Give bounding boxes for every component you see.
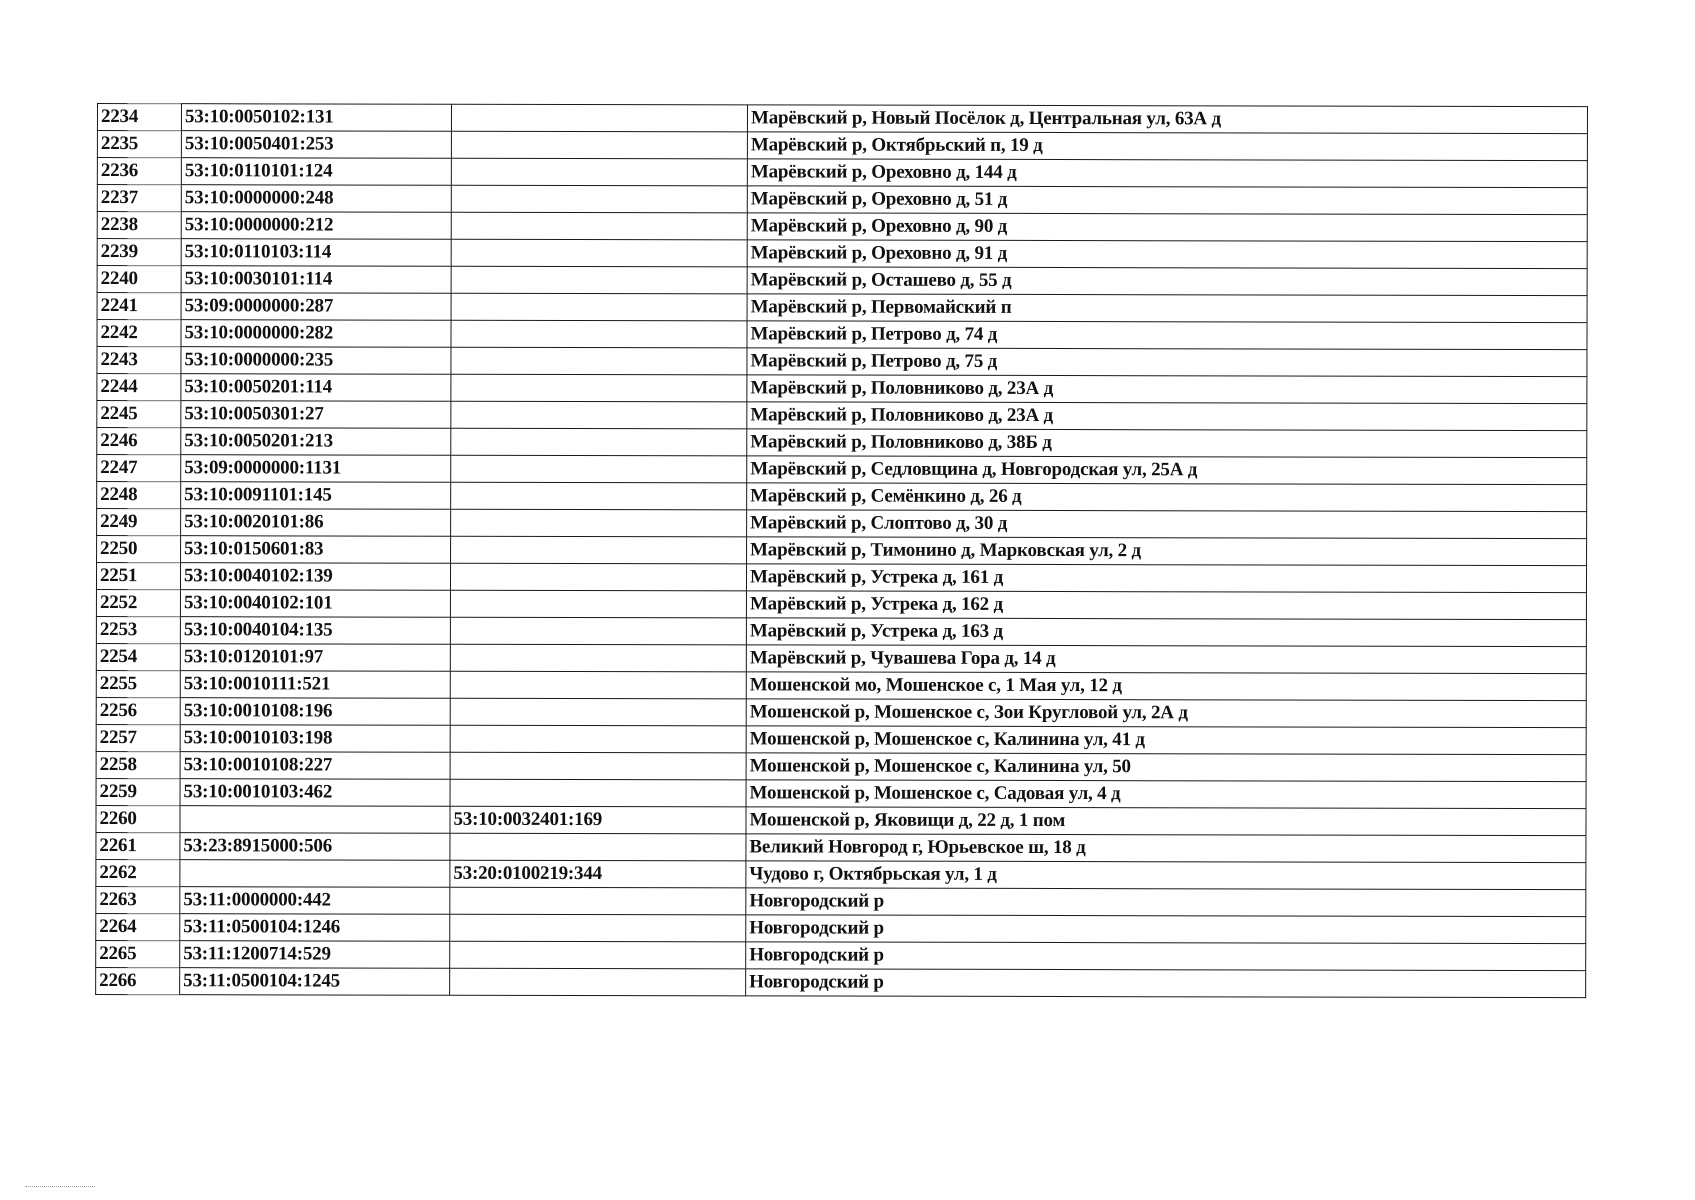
cadastral-number-cell [180, 806, 450, 834]
address-cell: Марёвский р, Тимонино д, Марковская ул, 2 д [747, 537, 1587, 566]
cadastral-number-cell: 53:10:0010103:198 [180, 725, 450, 753]
table-row [96, 940, 1586, 970]
row-number-cell: 2253 [96, 616, 180, 643]
building-cadastral-number-cell [450, 725, 746, 753]
row-number-cell: 2265 [96, 940, 180, 967]
registry-table-wrapper [95, 103, 1587, 998]
cadastral-number-cell: 53:10:0010108:227 [180, 752, 450, 780]
cadastral-number-cell: 53:11:0000000:442 [180, 887, 450, 915]
address-cell: Марёвский р, Устрека д, 161 д [746, 564, 1586, 593]
building-cadastral-number-cell [451, 131, 747, 159]
cadastral-number-cell: 53:10:0050401:253 [181, 131, 451, 159]
building-cadastral-number-cell [451, 374, 747, 402]
building-cadastral-number-cell [451, 536, 747, 564]
row-number-cell: 2262 [96, 859, 180, 886]
row-number-cell: 2243 [97, 347, 181, 374]
table-row [96, 859, 1586, 889]
row-number-cell: 2236 [97, 158, 181, 185]
cadastral-number-cell: 53:10:0050201:213 [181, 428, 451, 456]
row-number-cell: 2239 [97, 239, 181, 266]
row-number-cell: 2237 [97, 185, 181, 212]
table-row [96, 643, 1586, 673]
cadastral-number-cell: 53:11:0500104:1246 [180, 914, 450, 942]
table-row [97, 185, 1587, 215]
address-cell: Новгородский р [746, 942, 1586, 971]
address-cell: Марёвский р, Устрека д, 162 д [746, 591, 1586, 620]
row-number-cell: 2246 [97, 428, 181, 455]
table-row [96, 778, 1586, 808]
table-row [96, 563, 1586, 593]
building-cadastral-number-cell [450, 833, 746, 861]
building-cadastral-number-cell [451, 266, 747, 294]
address-cell: Марёвский р, Новый Посёлок д, Центральная ул, 63А д [747, 105, 1587, 134]
address-cell: Марёвский р, Ореховно д, 91 д [747, 240, 1587, 269]
address-cell: Марёвский р, Осташево д, 55 д [747, 267, 1587, 296]
row-number-cell: 2238 [97, 212, 181, 239]
cadastral-number-cell: 53:10:0000000:248 [181, 185, 451, 213]
cadastral-number-cell: 53:10:0150601:83 [181, 536, 451, 564]
cadastral-number-cell: 53:10:0110103:114 [181, 239, 451, 267]
row-number-cell: 2240 [97, 266, 181, 293]
row-number-cell: 2260 [96, 805, 180, 832]
table-row [96, 832, 1586, 862]
cadastral-number-cell: 53:10:0120101:97 [180, 644, 450, 672]
building-cadastral-number-cell [451, 320, 747, 348]
address-cell: Мошенской р, Яковищи д, 22 д, 1 пом [746, 807, 1586, 836]
building-cadastral-number-cell [450, 617, 746, 645]
cadastral-number-cell: 53:10:0091101:145 [181, 482, 451, 510]
table-row [96, 590, 1586, 620]
address-cell: Новгородский р [746, 888, 1586, 917]
address-cell: Великий Новгород г, Юрьевское ш, 18 д [746, 834, 1586, 863]
table-row [97, 293, 1587, 323]
row-number-cell: 2244 [97, 374, 181, 401]
building-cadastral-number-cell [451, 347, 747, 375]
table-row [97, 104, 1587, 134]
cadastral-number-cell: 53:23:8915000:506 [180, 833, 450, 861]
table-row [97, 239, 1587, 269]
row-number-cell: 2235 [97, 131, 181, 158]
table-row [96, 805, 1586, 835]
cadastral-number-cell: 53:10:0030101:114 [181, 266, 451, 294]
building-cadastral-number-cell: 53:10:0032401:169 [450, 806, 746, 834]
row-number-cell: 2261 [96, 832, 180, 859]
cadastral-number-cell: 53:11:1200714:529 [180, 941, 450, 969]
building-cadastral-number-cell [450, 644, 746, 672]
address-cell: Мошенской мо, Мошенское с, 1 Мая ул, 12 д [746, 672, 1586, 701]
row-number-cell: 2252 [96, 590, 180, 617]
address-cell: Марёвский р, Ореховно д, 51 д [747, 186, 1587, 215]
address-cell: Марёвский р, Петрово д, 75 д [747, 348, 1587, 377]
building-cadastral-number-cell [450, 698, 746, 726]
row-number-cell: 2249 [97, 509, 181, 536]
address-cell: Марёвский р, Петрово д, 74 д [747, 321, 1587, 350]
table-row [97, 374, 1587, 404]
row-number-cell: 2250 [97, 536, 181, 563]
cadastral-number-cell: 53:11:0500104:1245 [180, 968, 450, 996]
address-cell: Марёвский р, Семёнкино д, 26 д [747, 483, 1587, 512]
row-number-cell: 2257 [96, 724, 180, 751]
table-row [97, 482, 1587, 512]
building-cadastral-number-cell [451, 185, 747, 213]
address-cell: Новгородский р [746, 915, 1586, 944]
address-cell: Марёвский р, Половниково д, 23А д [747, 375, 1587, 404]
building-cadastral-number-cell [451, 455, 747, 483]
row-number-cell: 2241 [97, 293, 181, 320]
footer-scan-mark [25, 1186, 95, 1189]
table-row [97, 401, 1587, 431]
row-number-cell: 2254 [96, 643, 180, 670]
address-cell: Мошенской р, Мошенское с, Садовая ул, 4 д [746, 780, 1586, 809]
address-cell: Марёвский р, Половниково д, 23А д [747, 402, 1587, 431]
address-cell: Марёвский р, Октябрьский п, 19 д [747, 132, 1587, 161]
cadastral-number-cell: 53:10:0010103:462 [180, 779, 450, 807]
table-row [96, 616, 1586, 646]
row-number-cell: 2263 [96, 886, 180, 913]
building-cadastral-number-cell [450, 590, 746, 618]
address-cell: Марёвский р, Устрека д, 163 д [746, 618, 1586, 647]
table-row [96, 751, 1586, 781]
building-cadastral-number-cell: 53:20:0100219:344 [450, 860, 746, 888]
building-cadastral-number-cell [451, 104, 747, 132]
building-cadastral-number-cell [451, 509, 747, 537]
table-row [96, 886, 1586, 916]
address-cell: Мошенской р, Мошенское с, Зои Кругловой ул, 2А д [746, 699, 1586, 728]
table-row [96, 670, 1586, 700]
table-row [97, 212, 1587, 242]
row-number-cell: 2259 [96, 778, 180, 805]
row-number-cell: 2258 [96, 751, 180, 778]
cadastral-number-cell: 53:09:0000000:1131 [181, 455, 451, 483]
cadastral-number-cell: 53:10:0010111:521 [180, 671, 450, 699]
building-cadastral-number-cell [450, 887, 746, 915]
table-row [96, 724, 1586, 754]
address-cell: Марёвский р, Первомайский п [747, 294, 1587, 323]
cadastral-number-cell: 53:10:0040102:139 [180, 563, 450, 591]
cadastral-number-cell: 53:10:0050102:131 [181, 104, 451, 132]
address-cell: Чудово г, Октябрьская ул, 1 д [746, 861, 1586, 890]
registry-table [95, 103, 1588, 998]
building-cadastral-number-cell [450, 752, 746, 780]
row-number-cell: 2248 [97, 482, 181, 509]
cadastral-number-cell [180, 860, 450, 888]
row-number-cell: 2242 [97, 320, 181, 347]
building-cadastral-number-cell [451, 158, 747, 186]
address-cell: Марёвский р, Ореховно д, 144 д [747, 159, 1587, 188]
cadastral-number-cell: 53:10:0000000:212 [181, 212, 451, 240]
address-cell: Мошенской р, Мошенское с, Калинина ул, 41 д [746, 726, 1586, 755]
building-cadastral-number-cell [451, 239, 747, 267]
table-row [96, 913, 1586, 943]
building-cadastral-number-cell [450, 914, 746, 942]
building-cadastral-number-cell [450, 671, 746, 699]
building-cadastral-number-cell [450, 941, 746, 969]
cadastral-number-cell: 53:10:0000000:235 [181, 347, 451, 375]
address-cell: Новгородский р [746, 969, 1586, 998]
building-cadastral-number-cell [450, 563, 746, 591]
table-row [96, 697, 1586, 727]
registry-table-body [96, 104, 1588, 998]
address-cell: Марёвский р, Половниково д, 38Б д [747, 429, 1587, 458]
cadastral-number-cell: 53:10:0050301:27 [181, 401, 451, 429]
cadastral-number-cell: 53:10:0040102:101 [180, 590, 450, 618]
table-row [97, 455, 1587, 485]
row-number-cell: 2264 [96, 913, 180, 940]
cadastral-number-cell: 53:10:0020101:86 [181, 509, 451, 537]
address-cell: Марёвский р, Ореховно д, 90 д [747, 213, 1587, 242]
cadastral-number-cell: 53:10:0040104:135 [180, 617, 450, 645]
table-row [97, 536, 1587, 566]
table-row [97, 320, 1587, 350]
cadastral-number-cell: 53:10:0000000:282 [181, 320, 451, 348]
building-cadastral-number-cell [451, 428, 747, 456]
cadastral-number-cell: 53:10:0010108:196 [180, 698, 450, 726]
building-cadastral-number-cell [450, 968, 746, 996]
cadastral-number-cell: 53:10:0050201:114 [181, 374, 451, 402]
building-cadastral-number-cell [451, 212, 747, 240]
table-row [97, 428, 1587, 458]
address-cell: Мошенской р, Мошенское с, Калинина ул, 50 [746, 753, 1586, 782]
address-cell: Марёвский р, Седловщина д, Новгородская ул, 25А д [747, 456, 1587, 485]
table-row [96, 967, 1586, 997]
address-cell: Марёвский р, Чувашева Гора д, 14 д [746, 645, 1586, 674]
table-row [97, 347, 1587, 377]
address-cell: Марёвский р, Слоптово д, 30 д [747, 510, 1587, 539]
row-number-cell: 2245 [97, 401, 181, 428]
table-row [97, 266, 1587, 296]
row-number-cell: 2255 [96, 670, 180, 697]
building-cadastral-number-cell [451, 293, 747, 321]
cadastral-number-cell: 53:09:0000000:287 [181, 293, 451, 321]
row-number-cell: 2234 [97, 104, 181, 131]
row-number-cell: 2266 [96, 967, 180, 994]
row-number-cell: 2247 [97, 455, 181, 482]
cadastral-number-cell: 53:10:0110101:124 [181, 158, 451, 186]
table-row [97, 131, 1587, 161]
building-cadastral-number-cell [451, 482, 747, 510]
table-row [97, 158, 1587, 188]
building-cadastral-number-cell [450, 779, 746, 807]
building-cadastral-number-cell [451, 401, 747, 429]
table-row [97, 509, 1587, 539]
row-number-cell: 2256 [96, 697, 180, 724]
row-number-cell: 2251 [96, 563, 180, 590]
